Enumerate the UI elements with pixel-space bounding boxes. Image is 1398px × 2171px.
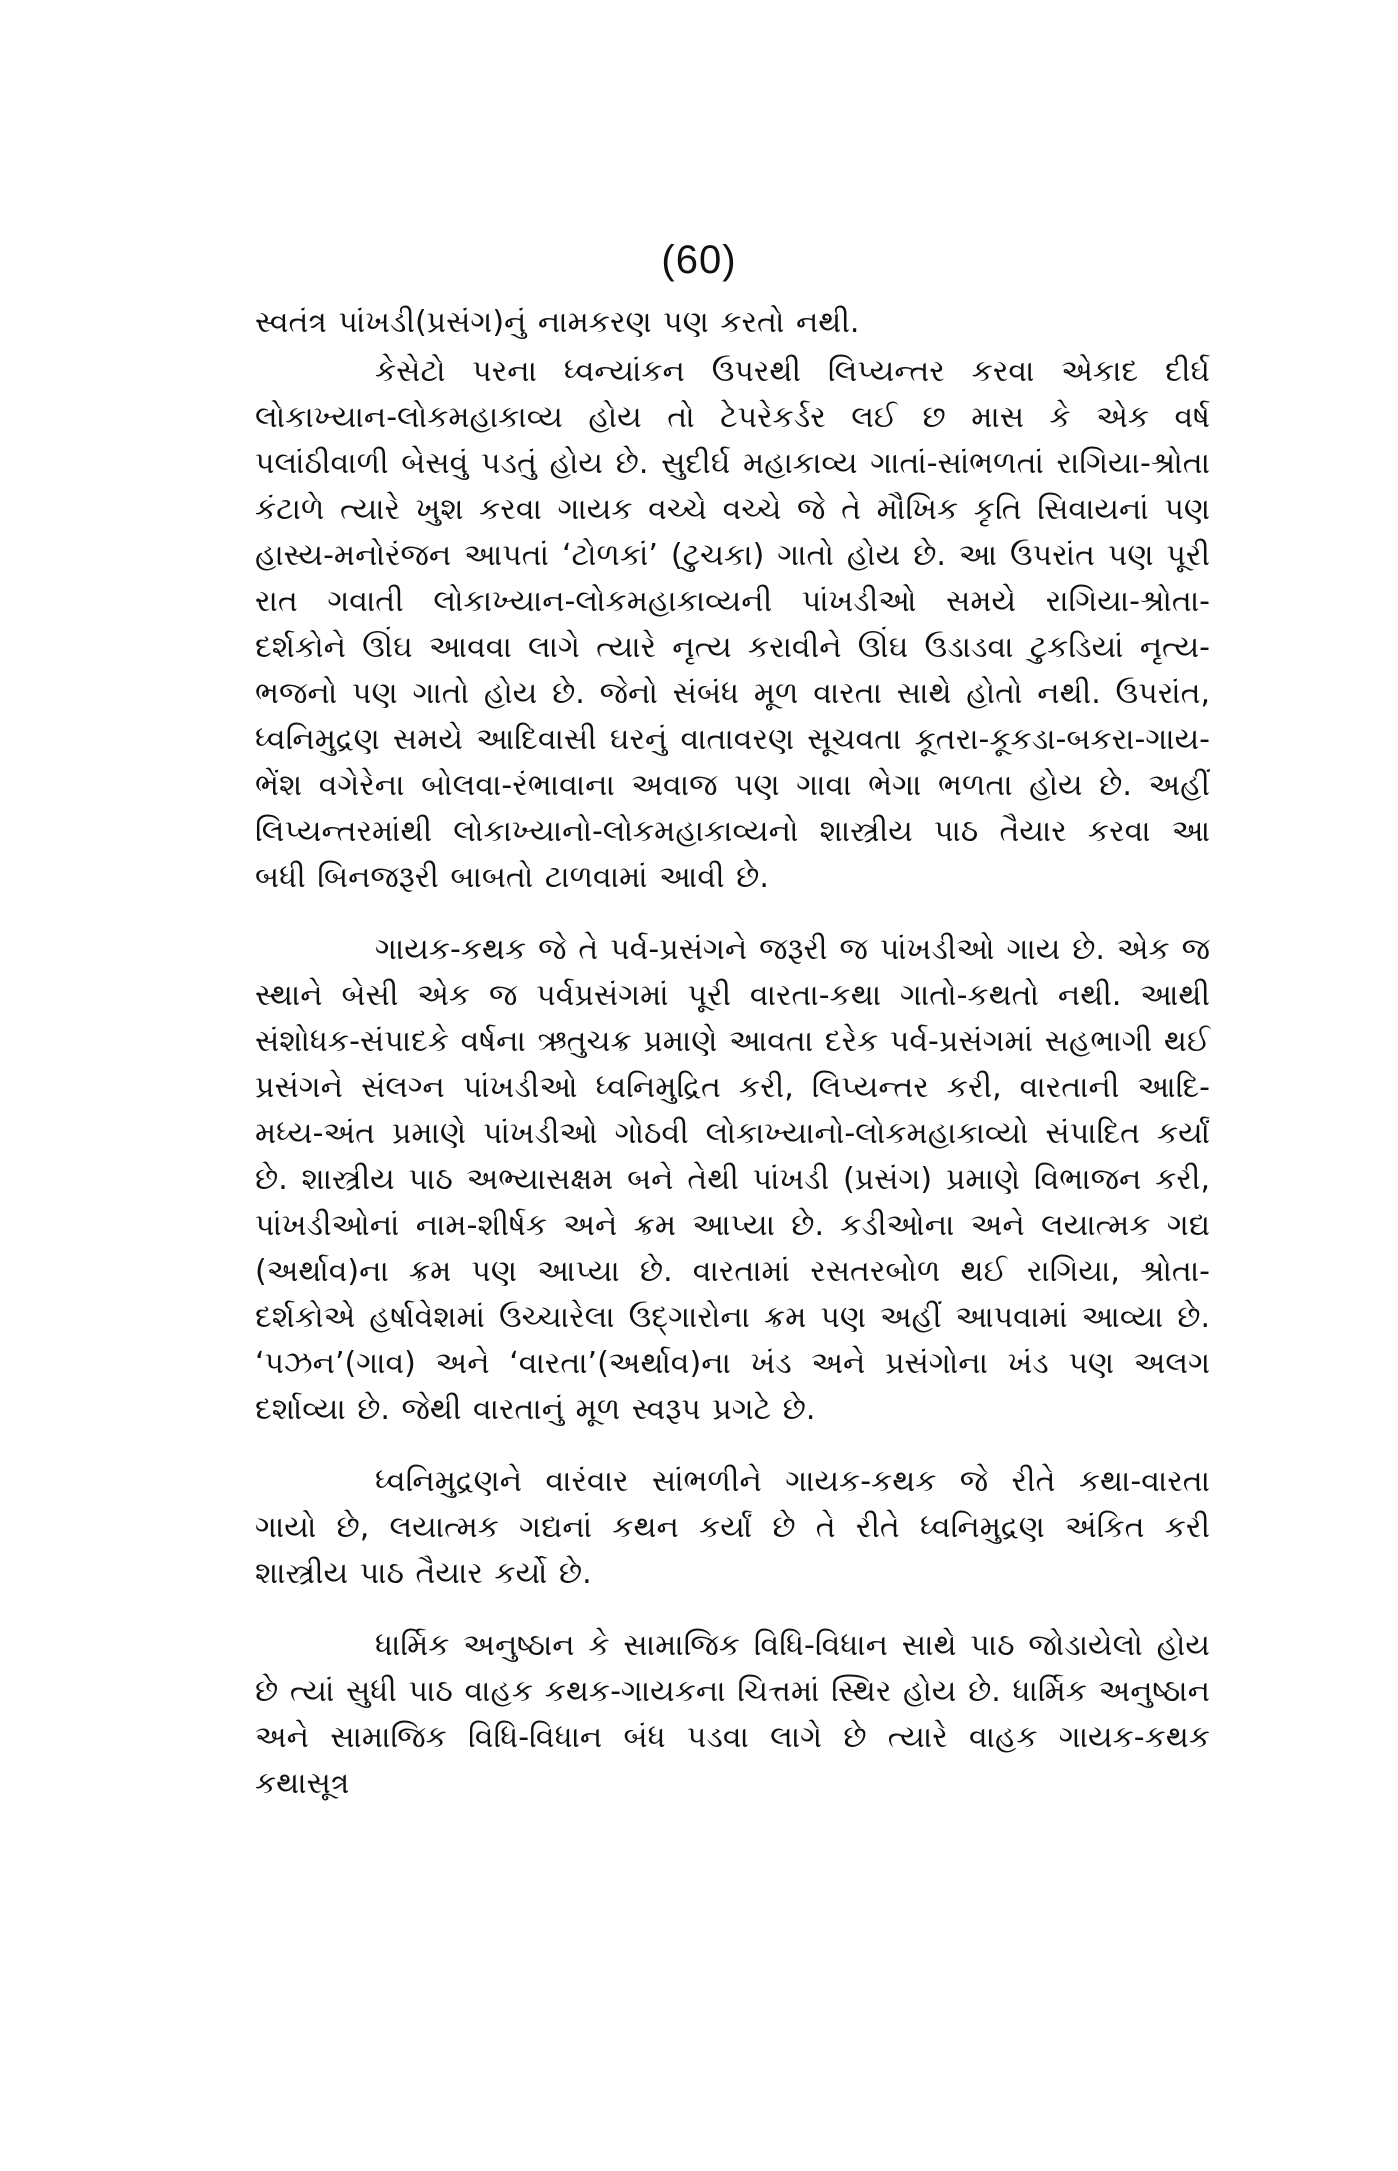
body-text [255,300,1210,1833]
paragraph-1: કેસેટો પરના ધ્વન્યાંકન ઉપરથી લિપ્યન્તર કરવા એકાદ દીર્ઘ લોકાખ્યાન-લોકમહાકાવ્ય હોય તો ટેપરેકર્ડર લઈ છ માસ કે એક વર્ષ પલાંઠીવાળી બેસવું પડતું હોય છે. સુદીર્ઘ મહાકાવ્ય ગાતાં-સાંભળતાં રાગિયા-શ્રોતા કંટાળે ત્યારે ખુશ કરવા ગાયક વચ્ચે વચ્ચે જે તે મૌખિક કૃતિ સિવાયનાં પણ હાસ્ય-મનોરંજન આપતાં ‘ટોળકાં’ (ટુચકા) ગાતો હોય છે. આ ઉપરાંત પણ પૂરી રાત ગવાતી લોકાખ્યાન-લોકમહાકાવ્યની પાંખડીઓ સમયે રાગિયા-શ્રોતા-દર્શકોને ઊંઘ આવવા લાગે ત્યારે નૃત્ય કરાવીને ઊંઘ ઉડાડવા ટુકડિયાં નૃત્ય-ભજનો પણ ગાતો હોય છે. જેનો સંબંધ મૂળ વારતા સાથે હોતો નથી. ઉપરાંત, ધ્વનિમુદ્રણ સમયે આદિવાસી ઘરનું વાતાવરણ સૂચવતા કૂતરા-કૂકડા-બકરા-ગાય-ભેંશ વગેરેના બોલવા-રંભાવાના અવાજ પણ ગાવા ભેગા ભળતા હોય છે. અહીં લિપ્યન્તરમાંથી લોકાખ્યાનો-લોકમહાકાવ્યનો શાસ્ત્રીય પાઠ તૈયાર કરવા આ બધી બિનજરૂરી બાબતો ટાળવામાં આવી છે. [255,354,1210,895]
paragraph-4: ધાર્મિક અનુષ્ઠાન કે સામાજિક વિધિ-વિધાન સાથે પાઠ જોડાયેલો હોય છે ત્યાં સુધી પાઠ વાહક કથક-ગાયકના ચિત્તમાં સ્થિર હોય છે. ધાર્મિક અનુષ્ઠાન અને સામાજિક વિધિ-વિધાન બંધ પડવા લાગે છે ત્યારે વાહક ગાયક-કથક કથાસૂત્ર [255,1628,1210,1801]
paragraph-2: ગાયક-કથક જે તે પર્વ-પ્રસંગને જરૂરી જ પાંખડીઓ ગાય છે. એક જ સ્થાને બેસી એક જ પર્વપ્રસંગમાં પૂરી વારતા-કથા ગાતો-કથતો નથી. આથી સંશોધક-સંપાદકે વર્ષના ઋતુચક્ર પ્રમાણે આવતા દરેક પર્વ-પ્રસંગમાં સહભાગી થઈ પ્રસંગને સંલગ્ન પાંખડીઓ ધ્વનિમુદ્રિત કરી, લિપ્યન્તર કરી, વારતાની આદિ-મધ્ય-અંત પ્રમાણે પાંખડીઓ ગોઠવી લોકાખ્યાનો-લોકમહાકાવ્યો સંપાદિત કર્યાં છે. શાસ્ત્રીય પાઠ અભ્યાસક્ષમ બને તેથી પાંખડી (પ્રસંગ) પ્રમાણે વિભાજન કરી, પાંખડીઓનાં નામ-શીર્ષક અને ક્રમ આપ્યા છે. કડીઓના અને લયાત્મક ગદ્ય (અર્થાવ)ના ક્રમ પણ આપ્યા છે. વારતામાં રસતરબોળ થઈ રાગિયા, શ્રોતા-દર્શકોએ હર્ષાવેશમાં ઉચ્ચારેલા ઉદ્‌ગારોના ક્રમ પણ અહીં આપવામાં આવ્યા છે. ‘પઝન’(ગાવ) અને ‘વારતા’(અર્થાવ)ના ખંડ અને પ્રસંગોના ખંડ પણ અલગ દર્શાવ્યા છે. જેથી વારતાનું મૂળ સ્વરૂપ પ્રગટે છે. [255,932,1210,1427]
page-number: (60) [661,238,737,282]
paragraph-3: ધ્વનિમુદ્રણને વારંવાર સાંભળીને ગાયક-કથક જે રીતે કથા-વારતા ગાયો છે, લયાત્મક ગદ્યનાં કથન કર્યાં છે તે રીતે ધ્વનિમુદ્રણ અંકિત કરી શાસ્ત્રીય પાઠ તૈયાર કર્યો છે. [255,1464,1210,1591]
paragraph-lead-line: સ્વતંત્ર પાંખડી(પ્રસંગ)નું નામકરણ પણ કરતો નથી. [255,305,860,340]
